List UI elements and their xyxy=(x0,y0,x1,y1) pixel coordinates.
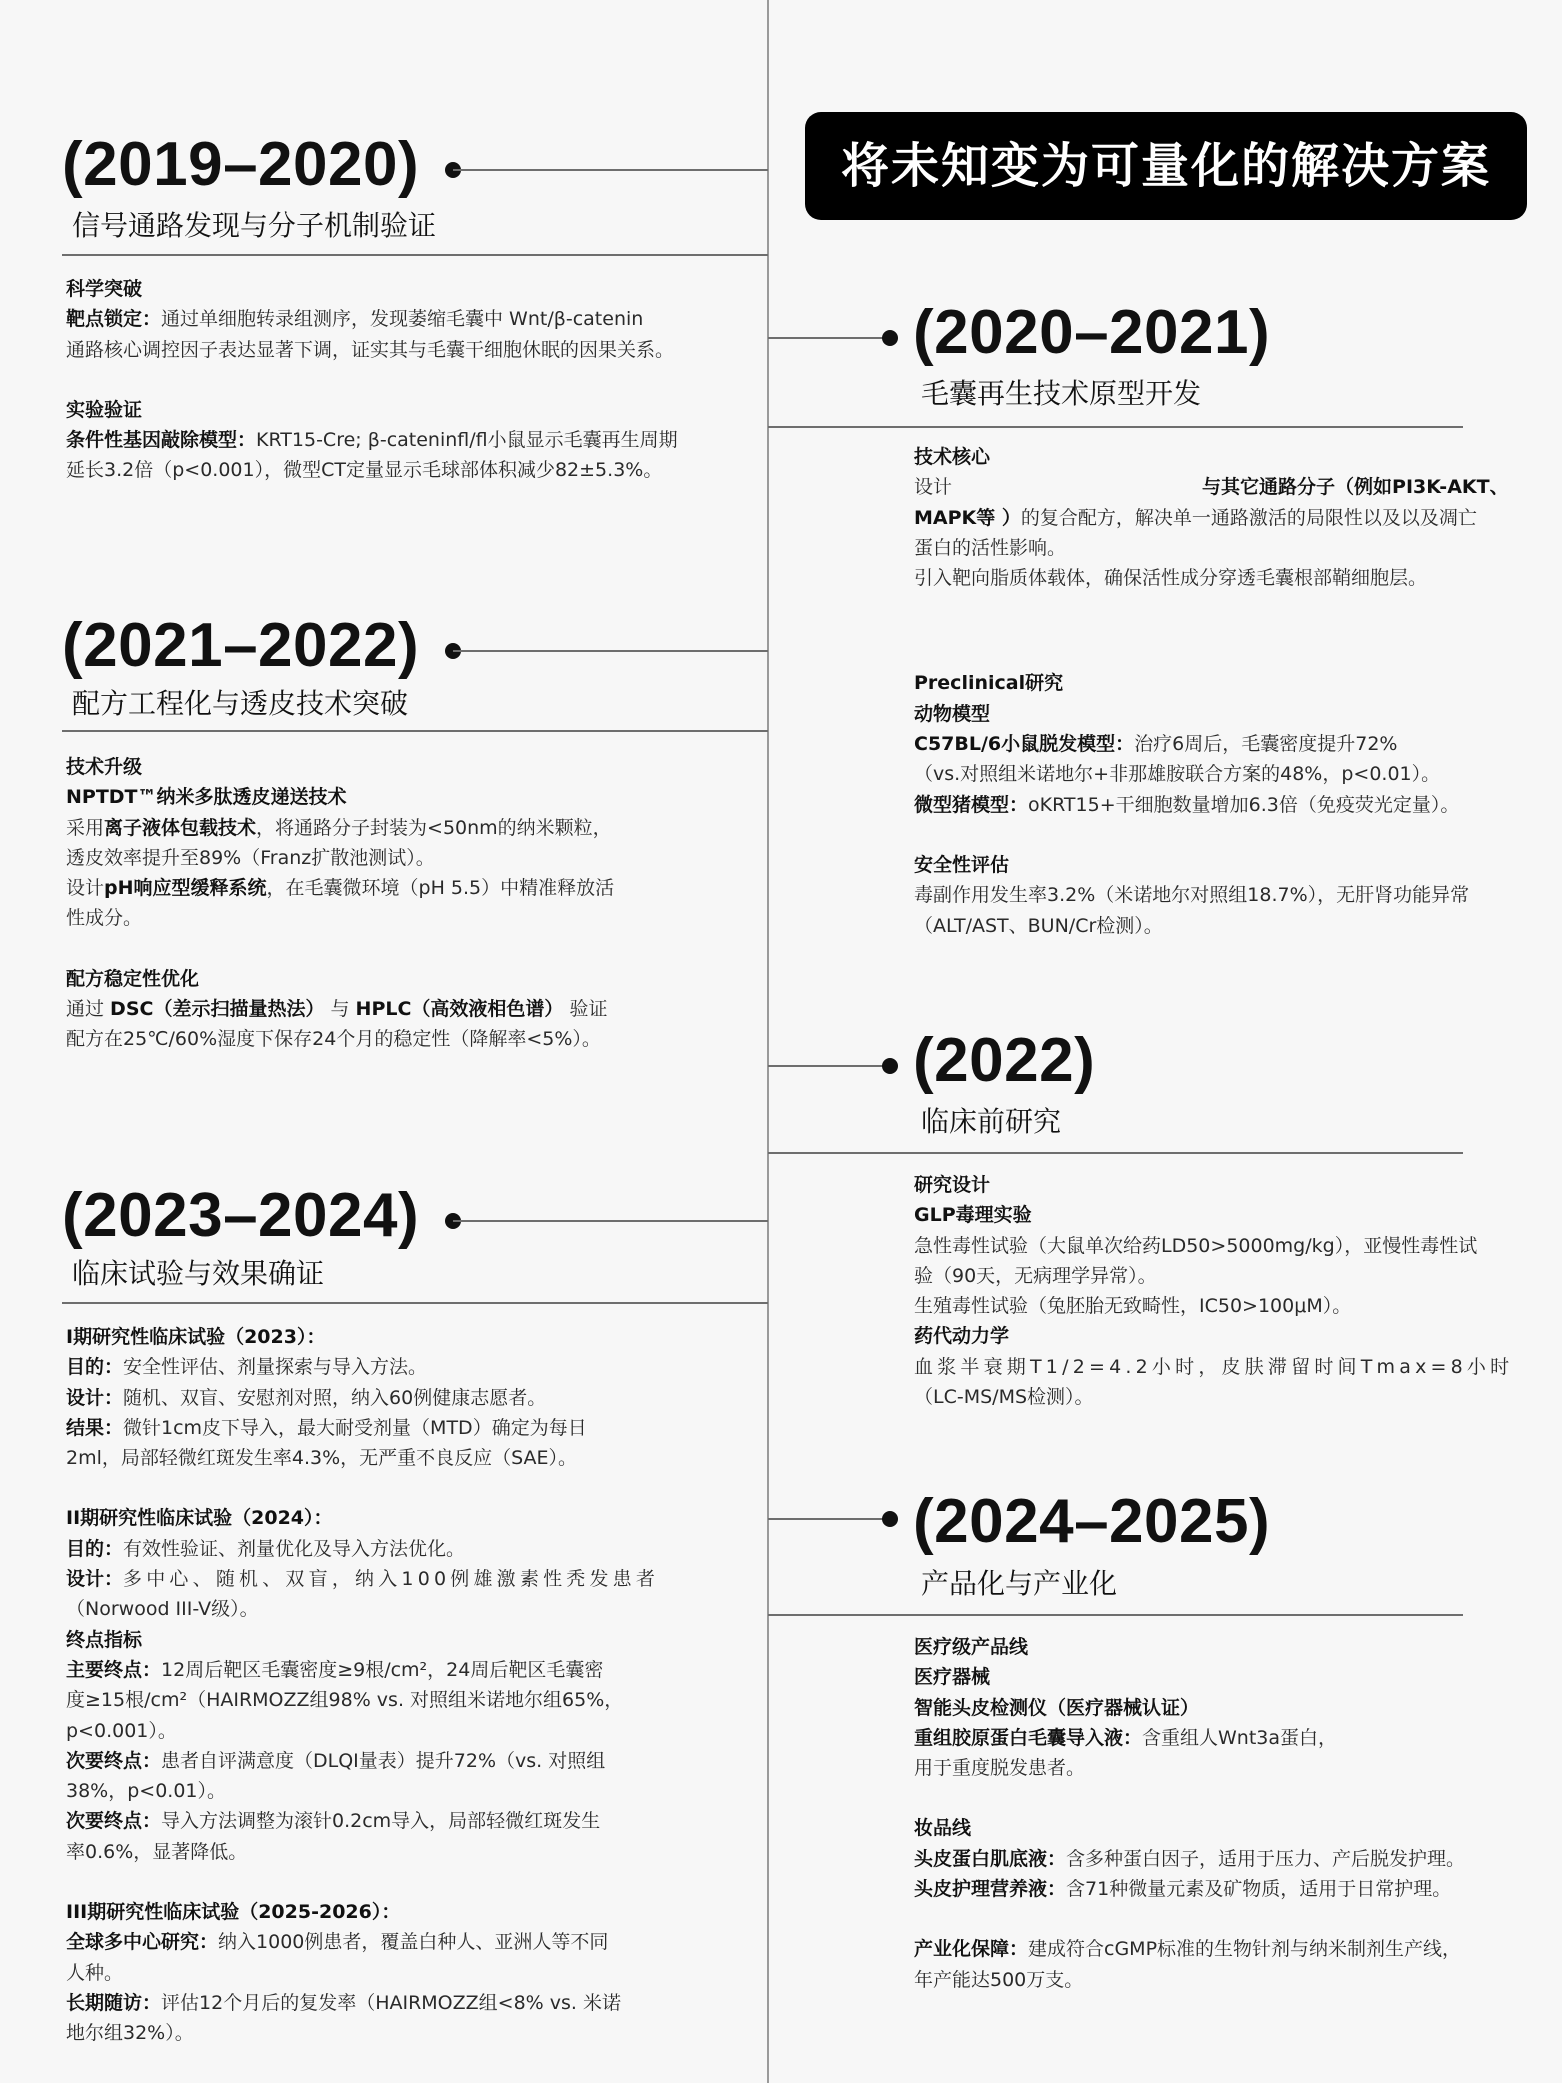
year-heading-2022: (2022) xyxy=(913,1026,1096,1095)
item-text: 含71种微量元素及矿物质，适用于日常护理。 xyxy=(1066,1878,1452,1901)
connector-line-2019 xyxy=(453,169,768,171)
item-text: 通过 xyxy=(66,998,111,1021)
item-text: 蛋白的活性影响。 xyxy=(914,536,1067,559)
item-label: 长期随访： xyxy=(66,1991,162,2014)
item-label: 设计： xyxy=(66,1568,124,1591)
item-text: 导入方法调整为滚针0.2cm导入，局部轻微红斑发生 xyxy=(161,1810,601,1833)
item-text: 通路核心调控因子表达显著下调，证实其与毛囊干细胞休眠的因果关系。 xyxy=(66,338,675,361)
year-heading-2023: (2023–2024) xyxy=(62,1181,420,1250)
section-subtitle-2021: 配方工程化与透皮技术突破 xyxy=(72,687,409,720)
item-text: 用于重度脱发患者。 xyxy=(914,1757,1086,1780)
subheading: 技术升级 xyxy=(66,756,143,778)
item-text: 人种。 xyxy=(66,1961,124,1984)
year-heading-2024: (2024–2025) xyxy=(913,1487,1271,1556)
timeline-dot-2022 xyxy=(882,1058,898,1074)
item-text: （LC-MS/MS检测）。 xyxy=(914,1386,1094,1409)
item-text: p<0.001）。 xyxy=(66,1719,177,1742)
connector-line-2022 xyxy=(768,1065,890,1067)
content-block-2019 xyxy=(66,274,746,486)
item-label: 头皮蛋白肌底液： xyxy=(914,1847,1067,1870)
item-text: 多中心、随机、双盲，纳入100例雄激素性秃发患者 xyxy=(123,1568,660,1591)
item-label: 靶点锁定： xyxy=(66,308,162,331)
item-text-bold: HPLC（高效液相色谱） xyxy=(355,998,564,1021)
item-text: 38%，p<0.01）。 xyxy=(66,1780,227,1803)
subheading: 医疗级产品线 xyxy=(914,1636,1029,1658)
item-text: 生殖毒性试验（兔胚胎无致畸性，IC50>100μM）。 xyxy=(914,1295,1352,1318)
subheading: 配方稳定性优化 xyxy=(66,967,200,990)
item-text: 纳入1000例患者，覆盖白种人、亚洲人等不同 xyxy=(218,1931,609,1954)
content-block-2020 xyxy=(914,442,1514,941)
item-label: 条件性基因敲除模型： xyxy=(66,429,257,452)
page-title: 将未知变为可量化的解决方案 xyxy=(805,112,1527,220)
content-block-2024 xyxy=(914,1632,1514,1995)
subheading: 药代动力学 xyxy=(914,1325,1010,1348)
item-label: 设计： xyxy=(66,1386,124,1409)
item-text: KRT15-Cre; β-cateninfl/fl小鼠显示毛囊再生周期 xyxy=(256,429,678,452)
connector-line-2020 xyxy=(768,337,890,339)
section-subtitle-2019: 信号通路发现与分子机制验证 xyxy=(72,209,437,242)
item-text: 验证 xyxy=(563,998,608,1021)
section-divider-2019 xyxy=(62,254,768,256)
item-text: 急性毒性试验（大鼠单次给药LD50>5000mg/kg），亚慢性毒性试 xyxy=(914,1234,1478,1257)
item-label: 次要终点： xyxy=(66,1749,162,1772)
item-label: 目的： xyxy=(66,1537,124,1560)
item-text: 采用 xyxy=(66,816,105,839)
subheading: 妆品线 xyxy=(914,1817,972,1840)
item-text: 评估12个月后的复发率（HAIRMOZZ组<8% vs. 米诺 xyxy=(161,1991,621,2014)
section-divider-2023 xyxy=(62,1302,768,1304)
year-heading-2019: (2019–2020) xyxy=(62,130,420,199)
item-text: 12周后靶区毛囊密度≥9根/cm²，24周后靶区毛囊密 xyxy=(161,1658,604,1681)
timeline-axis xyxy=(767,0,769,2083)
item-text: 度≥15根/cm²（HAIRMOZZ组98% vs. 对照组米诺地尔组65%， xyxy=(66,1689,624,1712)
item-label: 重组胶原蛋白毛囊导入液： xyxy=(914,1726,1143,1749)
subheading: Preclinical研究 xyxy=(914,672,1064,695)
item-label: 结果： xyxy=(66,1416,124,1439)
year-heading-2020: (2020–2021) xyxy=(913,298,1271,367)
item-text: 微针1cm皮下导入，最大耐受剂量（MTD）确定为每日 xyxy=(123,1416,587,1439)
subheading: II期研究性临床试验（2024）： xyxy=(66,1507,333,1530)
item-text: 含重组人Wnt3a蛋白， xyxy=(1142,1726,1338,1749)
item-label: 全球多中心研究： xyxy=(66,1931,219,1954)
section-divider-2021 xyxy=(62,730,768,732)
item-label: 主要终点： xyxy=(66,1658,162,1681)
subheading: 终点指标 xyxy=(66,1628,143,1651)
subheading: I期研究性临床试验（2023）： xyxy=(66,1326,326,1348)
subheading: 动物模型 xyxy=(914,702,991,725)
year-heading-2021: (2021–2022) xyxy=(62,611,420,680)
item-label: 微型猪模型： xyxy=(914,793,1029,816)
item-text: 引入靶向脂质体载体，确保活性成分穿透毛囊根部鞘细胞层。 xyxy=(914,567,1428,590)
item-label: 次要终点： xyxy=(66,1810,162,1833)
subheading: 医疗器械 xyxy=(914,1666,991,1689)
item-text: 安全性评估、剂量探索与导入方法。 xyxy=(123,1356,428,1379)
item-text: oKRT15+干细胞数量增加6.3倍（免疫荧光定量）。 xyxy=(1028,793,1460,816)
subheading: 安全性评估 xyxy=(914,853,1010,876)
item-text: 与 xyxy=(324,998,356,1021)
item-text: 地尔组32%）。 xyxy=(66,2022,194,2045)
connector-line-2021 xyxy=(453,650,768,652)
item-text: 配方在25℃/60%湿度下保存24个月的稳定性（降解率<5%）。 xyxy=(66,1028,601,1051)
item-text: 通过单细胞转录组测序，发现萎缩毛囊中 Wnt/β-catenin xyxy=(161,308,644,331)
item-label: 头皮护理营养液： xyxy=(914,1878,1067,1901)
item-text-bold: 与其它通路分子（例如PI3K-AKT、 xyxy=(1202,476,1509,499)
item-text: 患者自评满意度（DLQI量表）提升72%（vs. 对照组 xyxy=(161,1749,606,1772)
item-text: 设计 xyxy=(914,476,953,499)
item-text: 性成分。 xyxy=(66,907,143,930)
item-text: 的复合配方，解决单一通路激活的局限性以及以及凋亡 xyxy=(1020,506,1477,529)
item-text-bold: MAPK等 ） xyxy=(914,506,1021,529)
item-text: 治疗6周后，毛囊密度提升72% xyxy=(1134,733,1398,756)
item-text: ，将通路分子封装为<50nm的纳米颗粒， xyxy=(256,816,612,839)
subheading: 智能头皮检测仪（医疗器械认证） xyxy=(914,1696,1200,1719)
item-label: 目的： xyxy=(66,1356,124,1379)
item-text-bold: pH响应型缓释系统 xyxy=(104,877,267,900)
subheading: GLP毒理实验 xyxy=(914,1204,1032,1227)
item-text: 随机、双盲、安慰剂对照，纳入60例健康志愿者。 xyxy=(123,1386,547,1409)
subheading: 技术核心 xyxy=(914,446,991,468)
content-block-2021 xyxy=(66,752,746,1055)
item-text-bold: DSC（差示扫描量热法） xyxy=(110,998,325,1021)
item-text: 延长3.2倍（p<0.001），微型CT定量显示毛球部体积减少82±5.3%。 xyxy=(66,459,663,482)
content-block-2022 xyxy=(914,1170,1514,1412)
item-text: 血浆半衰期T1/2=4.2小时，皮肤滞留时间Tmax=8小时 xyxy=(914,1355,1514,1378)
item-text: （ALT/AST、BUN/Cr检测）。 xyxy=(914,914,1163,937)
section-divider-2020 xyxy=(768,426,1463,428)
item-label: C57BL/6小鼠脱发模型： xyxy=(914,733,1135,756)
item-text: ，在毛囊微环境（pH 5.5）中精准释放活 xyxy=(266,877,615,900)
item-text: 2ml，局部轻微红斑发生率4.3%，无严重不良反应（SAE）。 xyxy=(66,1447,578,1470)
timeline-dot-2020 xyxy=(882,330,898,346)
section-subtitle-2023: 临床试验与效果确证 xyxy=(72,1257,325,1290)
item-text: 透皮效率提升至89%（Franz扩散池测试）。 xyxy=(66,846,435,869)
subheading: NPTDT™纳米多肽透皮递送技术 xyxy=(66,786,347,809)
subheading: 实验验证 xyxy=(66,398,143,421)
connector-line-2024 xyxy=(768,1518,890,1520)
subheading: 科学突破 xyxy=(66,278,143,300)
item-label: 产业化保障： xyxy=(914,1938,1029,1961)
item-text: 率0.6%，显著降低。 xyxy=(66,1840,248,1863)
section-subtitle-2020: 毛囊再生技术原型开发 xyxy=(921,377,1202,410)
timeline-dot-2024 xyxy=(882,1511,898,1527)
subheading: 研究设计 xyxy=(914,1174,991,1196)
item-text: 验（90天，无病理学异常）。 xyxy=(914,1264,1157,1287)
section-divider-2022 xyxy=(768,1152,1463,1154)
content-block-2023 xyxy=(66,1322,746,2049)
section-subtitle-2024: 产品化与产业化 xyxy=(921,1567,1118,1600)
item-text: 毒副作用发生率3.2%（米诺地尔对照组18.7%），无肝肾功能异常 xyxy=(914,884,1470,907)
item-text: （vs.对照组米诺地尔+非那雄胺联合方案的48%，p<0.01）。 xyxy=(914,763,1441,786)
item-text-bold: 离子液体包载技术 xyxy=(104,816,257,839)
section-subtitle-2022: 临床前研究 xyxy=(921,1105,1062,1138)
item-text: （Norwood III-V级）。 xyxy=(66,1598,259,1621)
connector-line-2023 xyxy=(453,1220,768,1222)
item-text: 设计 xyxy=(66,877,105,900)
section-divider-2024 xyxy=(768,1614,1463,1616)
item-text: 建成符合cGMP标准的生物针剂与纳米制剂生产线， xyxy=(1028,1938,1462,1961)
item-text: 含多种蛋白因子，适用于压力、产后脱发护理。 xyxy=(1066,1847,1466,1870)
subheading: III期研究性临床试验（2025-2026）： xyxy=(66,1901,401,1924)
item-text: 有效性验证、剂量优化及导入方法优化。 xyxy=(123,1537,466,1560)
item-text: 年产能达500万支。 xyxy=(914,1968,1084,1991)
